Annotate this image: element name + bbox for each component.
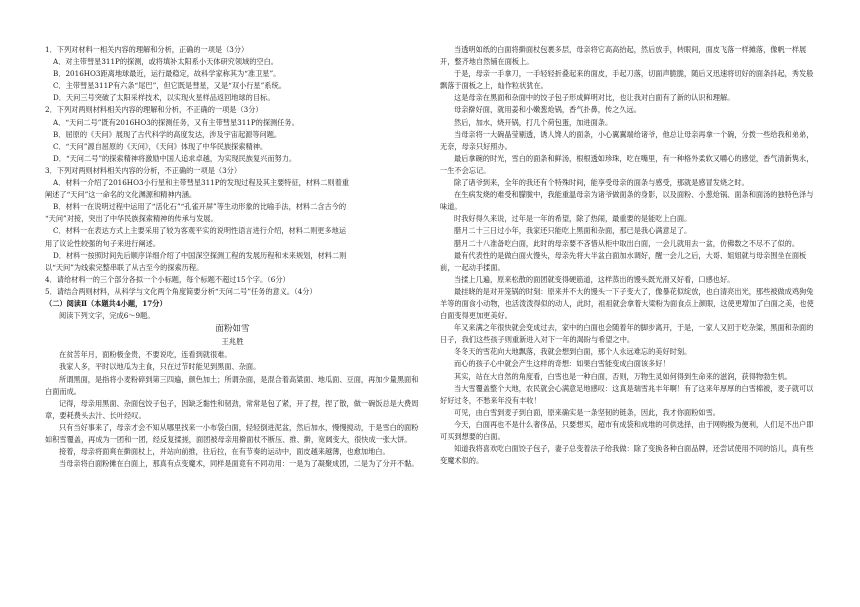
left-column [45, 44, 420, 470]
question-2-option: A．“天问二号”既有2016HO3的探测任务，又有主带彗星311P的探测任务。 [53, 117, 299, 127]
essay-paragraph: 这是母亲在黑面和杂面中的饺子包子形成鲜明对比，也让我对白面有了新的认识和理解。 [454, 93, 735, 103]
question-2-stem: 2．下列对两则材料相关内容的理解和分析，不正确的一项是（3分） [45, 105, 263, 115]
question-3-option-cont: 阐述了“天问”这一命名的文化渊源和精神内涵。 [45, 190, 197, 200]
question-3-option-cont: “天问”对接，突出了中华民族探索精神的传承与发展。 [45, 214, 218, 224]
essay-paragraph: 当母亲将一大碗晶莹剔透，诱人馋人的面条，小心翼翼端给诸爷，他总让母亲再拿一个碗，分拨一些给我和弟弟，无奈，母亲只好照办。 [440, 129, 814, 151]
question-1-option: B．2016HO3距离地球最近，运行最稳定，故科学家称其为“准卫星”。 [53, 69, 281, 79]
essay-paragraph: 在生病发烧的难受和朦胧中，我能重温母亲为诸爷做面条的身影，以及面粉、小葱炝锅、面条和面汤的独特色泽与味道。 [440, 190, 814, 212]
essay-paragraph: 母亲擀好面，就用姜和小嫩葱炝锅，香气扑鼻，传之久远。 [454, 105, 641, 115]
essay-paragraph: 最挂晓的是对开笼锅的时刻：原来并不大的馒头一下子变大了，像暴花似绽放，也白清亮出光，那些被做成鸡狗兔羊等的面食小动物，也活泼泼得似的动人，此时，祖祖就会拿着大梁粉为面食点上颜眼，这使更增加了白面之美，也使白面变得更加更美好。 [440, 286, 814, 321]
question-1-option: C．主带彗星311P有六条“尾巴”，但它既是彗星，又是“双小行星”系统。 [53, 81, 286, 91]
essay-paragraph: 冬冬天的雪花向大地飘落，我就会想到白面，那个人永远难忘的美好时刻。 [454, 347, 692, 357]
question-2-option: B．屈原的《天问》展现了古代科学的高度发达，涉及宇宙起源等问题。 [53, 129, 282, 139]
essay-paragraph: 今天，白面再也不是什么奢侈品，只要想买，超市有成袋和成堆的可供选择，由于网购极为便利，人们足不出户即可买到想要的白面。 [440, 419, 814, 441]
essay-paragraph: 所谓黑面，是指将小麦粉碎到第三四遍，颜色加土；所谓杂面，是混合着高粱面、地瓜面、豆面，再加少量黑面和白面而成。 [45, 374, 419, 396]
right-column [440, 44, 815, 467]
question-1-stem: 1．下列对材料一相关内容的理解和分析，正确的一项是（3分） [45, 45, 249, 54]
essay-paragraph: 最后拿碗的时光，雪白的面条和鲜汤，根根透如珍珠，吃在嘴里，有一种格外柔软又嚼心的感觉，香气清新隽永，一生不会忘记。 [440, 153, 814, 175]
essay-paragraph: 腊月二十八准备吃白面，此时的母亲要不吝惜从柜中取出白面，一会儿就用去一盆，仿佛数之不尽不了似的。 [454, 238, 800, 248]
essay-paragraph: 于是，母亲一手拿刀，一手轻轻折叠起来的面皮，手起刀落，切面声脆脆，随后又迅速将切好的面条抖起，秀发般飘落于面板之上，灿作粒状犹在。 [440, 69, 814, 91]
question-3-stem: 3．下列对两则材料相关内容的分析，不正确的一项是（3分） [45, 165, 242, 175]
essay-paragraph: 当母亲将白面粉摊在白面上，那真有点变魔术，同样是面竟有不同功用：一是为了凝聚成团，二是为了分开不黏。 [59, 459, 419, 469]
question-3-option: C．材料一在表达方式上主要采用了较为客观平实的说明性语言进行介绍，材料二则更多地运 [53, 226, 347, 236]
essay-paragraph: 然后，加水，烧开锅，打几个荷包蛋，加进面条。 [454, 117, 613, 127]
essay-paragraph: 在贫苦年月，面粉极金贵，不要说吃，连看到就很难。 [59, 350, 232, 360]
question-2-option: D．“天问二号”的探索精神将激励中国人追求卓越，为实现民族复兴而努力。 [53, 153, 297, 163]
essay-paragraph: 记得，母亲用黑面、杂面包饺子包子，因缺乏黏性和韧劲，常常是包了紧，开了捏，捏了散，做一碗饭总是大费周章，要耗费头去汁、长叶经叹。 [45, 398, 419, 420]
essay-paragraph: 知道我将喜欢吃白面饺子包子，妻子总变着法子给我做：除了变换各种白面品牌，还尝试使用不同的馅儿，真有些变魔术似的。 [440, 444, 814, 466]
essay-paragraph: 年又来满之年很快就会变成过去，家中的白面也会随着年的脚步离开，于是，一家人又回于吃杂粱，黑面和杂面的日子，我们这些孩子则重新进入对下一年的渴盼与希望之中。 [440, 323, 814, 345]
essay-paragraph: 可见，由白雪到麦子到白面，原来确实是一条坚韧的链条，因此，我才你面粉如雪。 [454, 407, 720, 417]
question-3-option-cont: 用了议论性较强的句子来进行阐述。 [45, 238, 161, 248]
essay-paragraph: 当揉上几遍，原来松散的面团就变得硬筋道，这样蒸出的馒头既光滑又好看，口感也好。 [454, 274, 735, 284]
essay-paragraph: 时我好得久来说，过年是一年的希望，除了热闹，最重要的是能吃上白面。 [454, 214, 692, 224]
reading-instruction: 阅读下列文字，完成6～9题。 [59, 311, 155, 321]
essay-paragraph: 接着，母亲将面爽在擀面杖上，并站向前推，往后拉，在有节奏的运动中，面皮越来越薄，也愈加地白。 [59, 447, 390, 457]
essay-title: 面粉如雪 [215, 324, 250, 335]
question-3-option: D．材料一按照时间先后顺序详细介绍了中国深空探测工程的发展历程和未来规划，材料二则 [53, 250, 347, 260]
essay-paragraph: 其实，站在大自然的角度看，白雪也是一种白面，否则，万物生灵如何得到生命来的滋润，获得物勃生机。 [454, 371, 792, 381]
question-3-option-cont: 以“天问”为线索完整串联了从古至今的探索历程。 [45, 262, 204, 272]
question-1-option: D．天问三号突破了太阳采样技术，以实现火星样品返回地球的目标。 [53, 93, 275, 103]
question-4: 4．请给材料一的三个部分各拟一个小标题，每个标题不超过15个字。（6分） [45, 274, 290, 284]
essay-paragraph: 最有代表性的是做白面火馒头，母亲先将大半盆白面加水调好，醒一会儿之后，大哥、姐姐就与母亲围坐在面板前，一起动手揉面。 [440, 250, 807, 272]
essay-paragraph: 除了诸爷到来，全年的我还有个特殊时间，能享受母亲的面条与感受，那就是感冒发烧之时。 [454, 178, 749, 188]
essay-paragraph: 只有当好事来了，母亲才会不知从哪里找来一小布袋白面，轻轻倒进泥盆，然后加水，慢慢搅动，于是雪白的面粉如积雪覆盖，再成为一团和一团，经反复揉搓，面团被母亲用擀面杖不断压、推、擀，宽阔变大，很快成一张大饼。 [45, 422, 419, 444]
section-heading: （二）阅读Ⅱ（本题共4小题，17分） [45, 298, 167, 308]
essay-paragraph: 当透明如纸的白面将擀面杖包裹多层，母亲将它高高抬起，然后放手，转眼间，面皮飞落一样摊落，像帆一样展开，整齐地自然铺在面板上。 [440, 45, 807, 67]
essay-paragraph: 腊月二十三日过小年，我家还只能吃上黑面和杂面，那已是我心满意足了。 [454, 226, 692, 236]
question-5: 5．请结合两则材料，从科学与文化两个角度简要分析“天问二号”任务的意义。（4分） [45, 286, 317, 296]
question-3-option: B．材料一在说明过程中运用了“活化石”“孔雀开屏”等生动形象的比喻手法，材料二含古今的 [53, 202, 347, 212]
essay-paragraph: 而心的孩子心中就会产生这样的奇想：如果白雪能变成白面该多好！ [454, 359, 670, 369]
question-1-option: A．对主带彗星311P的探测，或将填补太阳系小天体研究领域的空白。 [53, 57, 278, 67]
question-2-option: C．“天问”源自屈原的《天问》，《天问》体现了中华民族探索精神。 [53, 141, 268, 151]
essay-paragraph: 当大雪覆盖整个大地，农民就会心满意足地感叹：这真是瑞雪兆丰年啊！有了这来年厚厚的白雪棉被，麦子就可以好好过冬，不愁来年没有丰收！ [440, 383, 814, 405]
essay-author: 王兆胜 [221, 337, 244, 347]
question-3-option: A．材料一介绍了2016HO3小行星和主带彗星311P的发现过程及其主要特征，材料二则着重 [53, 178, 349, 188]
essay-paragraph: 我家人多，平时以地瓜为主食，只在过节时能见到黑面、杂面。 [59, 362, 261, 372]
